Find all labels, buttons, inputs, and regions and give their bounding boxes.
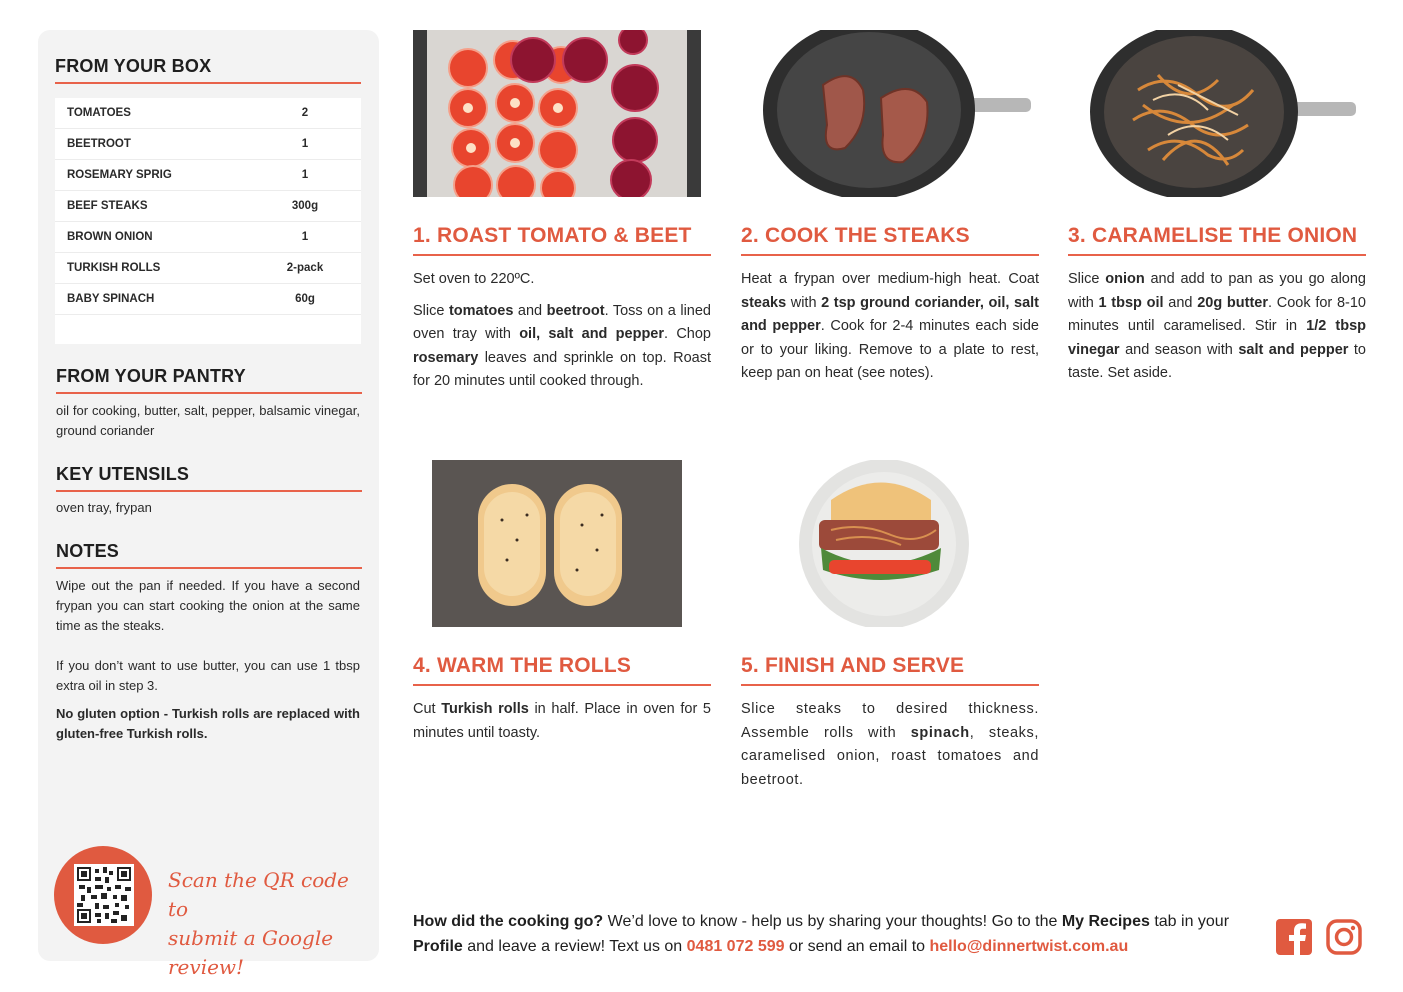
ingredient-qty: 1 — [301, 169, 309, 181]
notes-paragraph: If you don’t want to use butter, you can use 1 tbsp extra oil in step 3. — [56, 658, 360, 693]
step1-text — [413, 268, 711, 402]
ingredient-name: BABY SPINACH — [67, 293, 155, 305]
step-paragraph — [413, 698, 711, 745]
text-run: Slice — [413, 302, 449, 319]
text-run: . Cook for 2-4 minutes each side or to your liking. Remove to a plate to rest, keep pan on heat (see notes). — [741, 318, 1040, 381]
text-run: to taste. Set aside. — [1068, 341, 1366, 381]
notes-paragraph: Wipe out the pan if needed. If you have a second frypan you can start cooking the onion at the same time as the steaks. — [56, 578, 360, 633]
text-run: Heat a frypan over medium-high heat. Coat — [741, 271, 1039, 287]
text-run: . Cook for 8-10 minutes until caramelised. Stir in — [1068, 294, 1366, 334]
text-run: tab in your — [1149, 913, 1230, 930]
text-run: and season with — [1119, 341, 1239, 358]
email-link[interactable]: hello@dinnertwist.com.au — [929, 938, 1129, 955]
pantry-heading: FROM YOUR PANTRY — [56, 366, 246, 386]
step-title: 3. CARAMELISE THE ONION — [1068, 224, 1358, 247]
ingredient-name: TURKISH ROLLS — [67, 262, 161, 274]
phone-link[interactable]: 0481 072 599 — [686, 938, 785, 955]
step5-photo — [741, 460, 1039, 627]
ingredient-name: BEETROOT — [67, 138, 131, 150]
instagram-icon[interactable] — [1326, 919, 1362, 955]
ingredient-qty: 1 — [301, 231, 309, 243]
profile-link[interactable]: Profile — [413, 938, 463, 955]
text-run: and — [1163, 294, 1198, 311]
step-title: 1. ROAST TOMATO & BEET — [413, 224, 692, 247]
notes-heading: NOTES — [56, 541, 120, 561]
text-run: Slice — [1068, 271, 1106, 287]
facebook-icon[interactable] — [1276, 919, 1312, 955]
ingredient-highlight: 20g butter — [1197, 294, 1268, 311]
ingredient-highlight: 2 tsp ground coriander, oil, salt and pepper — [741, 294, 1039, 334]
ingredient-name: BEEF STEAKS — [67, 200, 148, 212]
ingredient-qty: 2 — [301, 107, 309, 119]
ingredient-highlight: oil, salt and pepper — [519, 326, 665, 342]
text-run: leaves and sprinkle on top. Roast for 20 minutes until cooked through. — [413, 349, 711, 389]
qr-caption — [168, 866, 368, 982]
step-title: 5. FINISH AND SERVE — [741, 654, 965, 677]
table-row — [55, 284, 361, 315]
qr-code-icon[interactable] — [74, 864, 134, 926]
my-recipes-link[interactable]: My Recipes — [1061, 913, 1150, 930]
ingredient-highlight: steaks — [741, 294, 787, 311]
step-paragraph: Set oven to 220ºC. — [413, 271, 535, 287]
ingredient-name: ROSEMARY SPRIG — [67, 169, 172, 181]
sidebar — [38, 30, 379, 979]
step2-text — [741, 268, 1039, 394]
heading-rule — [55, 82, 361, 84]
ingredient-highlight: onion — [1105, 271, 1145, 287]
ingredient-highlight: salt and pepper — [1238, 341, 1349, 358]
ingredient-highlight: 1/2 tbsp vinegar — [1068, 318, 1367, 358]
heading-rule — [56, 392, 362, 394]
step-rule — [741, 254, 1039, 256]
step2-photo — [741, 30, 1039, 197]
box-heading: FROM YOUR BOX — [55, 56, 212, 76]
text-run: Slice steaks to desired thickness. Assemble rolls with — [741, 701, 1039, 741]
text-run: and — [513, 302, 547, 319]
heading-rule — [56, 567, 362, 569]
qr-caption-line: Scan the QR code to — [168, 868, 349, 921]
text-run: , steaks, caramelised onion, roast tomatoes and beetroot. — [741, 724, 1039, 788]
heading-rule — [56, 490, 362, 492]
ingredient-highlight: tomatoes — [448, 302, 514, 319]
text-run: and leave a review! Text us on — [462, 938, 687, 955]
step5-text — [741, 698, 1039, 800]
table-row — [55, 98, 361, 129]
step-rule — [1068, 254, 1366, 256]
utensils-heading: KEY UTENSILS — [56, 464, 190, 484]
ingredient-highlight: spinach — [910, 724, 970, 741]
text-run: in half. Place in oven for 5 minutes until toasty. — [413, 701, 712, 741]
step1-photo — [413, 30, 701, 197]
step-rule — [413, 684, 711, 686]
text-run: . Toss on a lined oven tray with — [413, 302, 711, 342]
text-run: or send an email to — [784, 938, 930, 955]
step-paragraph — [1068, 268, 1366, 386]
ingredients-table — [55, 98, 361, 344]
step-rule — [413, 254, 711, 256]
ingredient-name: BROWN ONION — [67, 231, 153, 243]
qr-caption-line: submit a Google review! — [168, 926, 334, 979]
step3-text — [1068, 268, 1366, 394]
text-run: We’d love to know - help us by sharing your thoughts! Go to the — [603, 913, 1062, 930]
step4-photo — [432, 460, 682, 627]
step-rule — [741, 684, 1039, 686]
ingredient-qty: 60g — [295, 293, 315, 305]
ingredient-name: TOMATOES — [67, 107, 131, 119]
pantry-text: oil for cooking, butter, salt, pepper, balsamic vinegar, ground coriander — [56, 403, 360, 438]
table-row — [55, 129, 361, 160]
table-row — [55, 222, 361, 253]
text-run: Cut — [413, 701, 442, 717]
text-run: and add to pan as you go along with — [1068, 271, 1366, 311]
review-footer — [413, 909, 1268, 959]
step3-photo — [1068, 30, 1366, 197]
step-title: 2. COOK THE STEAKS — [741, 224, 970, 247]
text-run: . Chop — [664, 326, 711, 342]
step-paragraph — [741, 268, 1039, 386]
gluten-note: No gluten option - Turkish rolls are replaced with gluten-free Turkish rolls. — [56, 706, 360, 741]
ingredient-highlight: beetroot — [546, 302, 605, 319]
ingredient-qty: 2-pack — [286, 262, 324, 274]
text-run: with — [786, 294, 822, 311]
ingredient-qty: 300g — [291, 200, 319, 212]
qr-badge — [54, 846, 152, 944]
ingredient-highlight: 1 tbsp oil — [1098, 294, 1164, 311]
ingredient-qty: 1 — [301, 138, 309, 150]
step-title: 4. WARM THE ROLLS — [413, 654, 632, 677]
step-paragraph — [413, 300, 711, 394]
step-paragraph — [741, 698, 1039, 792]
ingredient-highlight: Turkish rolls — [441, 701, 529, 717]
utensils-text: oven tray, frypan — [56, 500, 152, 515]
table-row — [55, 191, 361, 222]
footer-lead: How did the cooking go? — [413, 913, 604, 930]
ingredient-highlight: rosemary — [413, 349, 479, 366]
table-row — [55, 160, 361, 191]
step4-text — [413, 698, 711, 753]
table-row — [55, 253, 361, 284]
